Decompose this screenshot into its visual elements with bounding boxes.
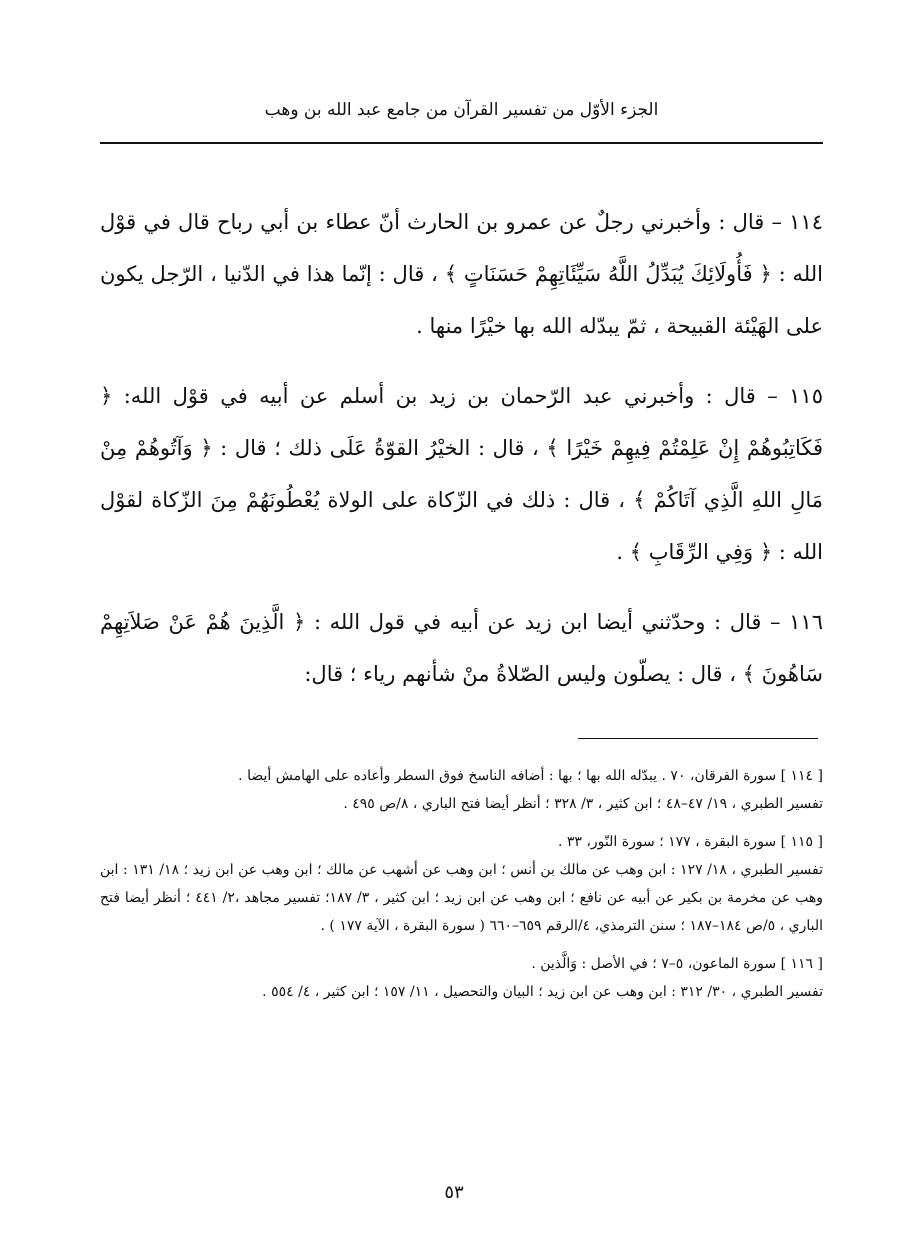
footnote-rule — [578, 738, 818, 739]
paragraph-115: ١١٥ – قال : وأخبرني عبد الرّحمان بن زيد بن أسلم عن أبيه في قوْل الله: ﴿ فَكَاتِبُوهُمْ إِنْ عَلِمْتُمْ فِيهِمْ خَيْرًا ﴾ ، قال : الخيْرُ القوّةُ عَلَى ذلك ؛ قال : ﴿ وَآتُوهُمْ مِنْ مَالِ اللهِ الَّذِي آتَاكُمْ ﴾ ، قال : ذلك في الزّكاة على الولاة يُعْطُونَهُمْ مِنَ الزّكاة لقوْل الله : ﴿ وَفِي الرِّقَابِ ﴾ . — [100, 384, 823, 564]
header-rule — [100, 142, 823, 144]
footnotes — [100, 762, 823, 1006]
main-text — [100, 196, 823, 700]
running-header: الجزء الأوّل من تفسير القرآن من جامع عبد الله بن وهب — [264, 100, 659, 120]
footnote-116-source: [ ١١٦ ] سورة الماعون، ٥–٧ ؛ في الأصل : وَالَّذين . — [531, 956, 823, 972]
footnote-115-source: [ ١١٥ ] سورة البقرة ، ١٧٧ ؛ سورة النّور، ٣٣ . — [557, 834, 823, 850]
footnote-116-refs: تفسير الطبري ، ٣٠/ ٣١٢ : ابن وهب عن ابن زيد ؛ البيان والتحصيل ، ١١/ ١٥٧ ؛ ابن كثير ، ٤/ ٥٥٤ . — [262, 984, 823, 1000]
paragraph-114: ١١٤ – قال : وأخبرني رجلٌ عن عمرو بن الحارث أنّ عطاء بن أبي رباح قال في قوْل الله : ﴿ فَأُولَائِكَ يُبَدِّلُ اللَّهُ سَيِّئَاتِهِمْ حَسَنَاتٍ ﴾ ، قال : إنّما هذا في الدّنيا ، الرّجل يكون على الهَيْئة القبيحة ، ثمّ يبدّله الله بها خيْرًا منها . — [100, 210, 823, 338]
page-number: ٥٣ — [444, 1182, 464, 1203]
footnote-114-source: [ ١١٤ ] سورة الفرقان، ٧٠ . يبدّله الله بها ؛ بها : أضافه الناسخ فوق السطر وأعاده على الهامش أيضا . — [238, 768, 823, 784]
footnote-114-refs: تفسير الطبري ، ١٩/ ٤٧–٤٨ ؛ ابن كثير ، ٣/ ٣٢٨ ؛ أنظر أيضا فتح الباري ، ٨/ص ٤٩٥ . — [343, 796, 823, 812]
footnote-115-refs: تفسير الطبري ، ١٨/ ١٢٧ : ابن وهب عن مالك بن أنس ؛ ابن وهب عن أشهب عن مالك ؛ ابن وهب عن ابن زيد ؛ ١٨/ ١٣١ : ابن وهب عن مخرمة بن بكير عن أبيه عن نافع ؛ ابن وهب عن ابن زيد ؛ ابن كثير ، ٣/ ١٨٧؛ تفسير مجاهد ،٢/ ٤٤١ ؛ أنظر أيضا فتح الباري ، ٥/ص ١٨٤–١٨٧ ؛ سنن الترمذي، ٤/الرقم ٦٥٩–٦٦٠ ( سورة البقرة ، الآية ١٧٧ ) . — [100, 862, 823, 934]
paragraph-116: ١١٦ – قال : وحدّثني أيضا ابن زيد عن أبيه في قول الله : ﴿ الَّذِينَ هُمْ عَنْ صَلاَتِهِمْ سَاهُونَ ﴾ ، قال : يصلّون وليس الصّلاةُ منْ شأنهم رياء ؛ قال: — [100, 610, 823, 686]
